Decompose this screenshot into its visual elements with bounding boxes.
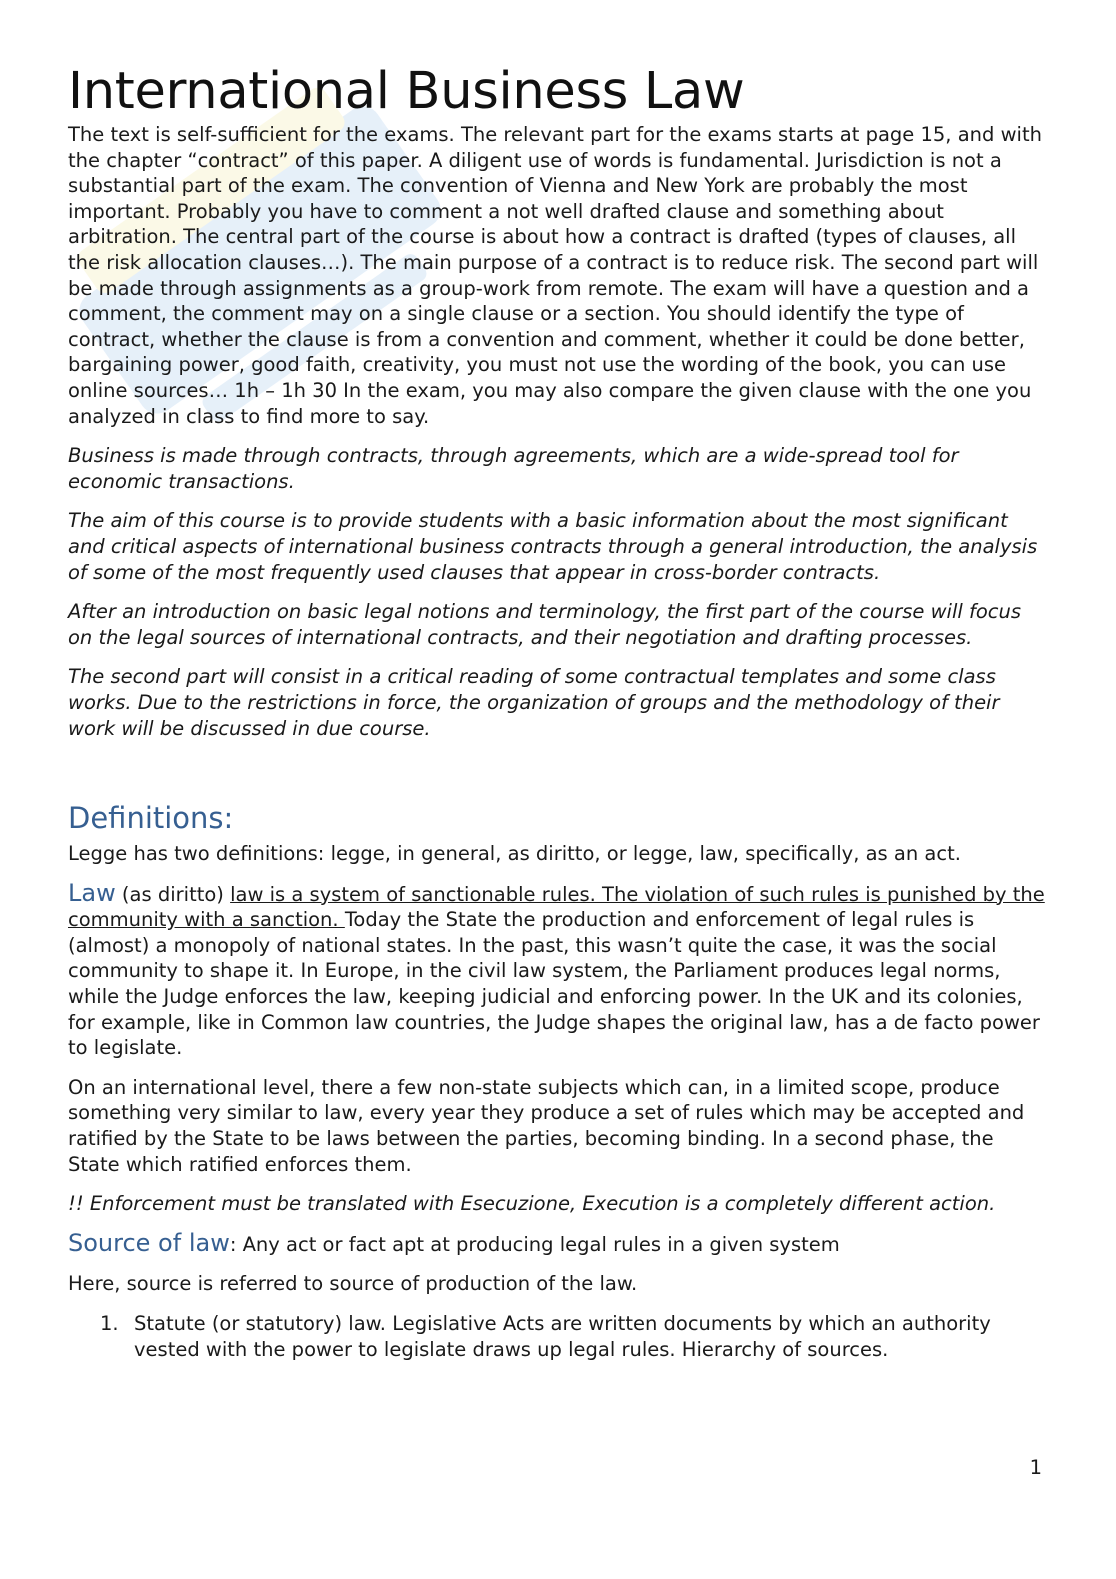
law-definition-underlined: law is a system of sanctionable rules. The violation of such rules is punished by the community with a sanction. <box>68 882 1045 932</box>
intro-paragraph: The text is self-sufficient for the exams. The relevant part for the exams starts at page 15, and with the chapter “contract” of this paper. A diligent use of words is fundamental. Jurisdiction is not a substantial part of the exam. The convention of Vienna and New York are probably the most important. Probably you have to comment a not well drafted clause and something about arbitration. The central part of the course is about how a contract is drafted (types of clauses, all the risk allocation clauses…). The main purpose of a contract is to reduce risk. The second part will be made through assignments as a group-work from remote. The exam will have a question and a comment, the comment may on a single clause or a section. You should identify the type of contract, whether the clause is from a convention and comment, whether it could be done better, bargaining power, good faith, creativity, you must not use the wording of the book, you can use online sources… 1h – 1h 30 In the exam, you may also compare the given clause with the one you analyzed in class to find more to say. <box>68 123 1042 428</box>
italic-paragraph: The aim of this course is to provide students with a basic information about the most significant and critical aspects of international business contracts through a general introduction, the analysis of some of the most frequently used clauses that appear in cross-border contracts. <box>68 509 1038 584</box>
international-paragraph: On an international level, there a few non-state subjects which can, in a limited scope, produce something very similar to law, every year they produce a set of rules which may be accepted and ratified by the State to be laws between the parties, becoming binding. In a second phase, the State which ratified enforces them. <box>68 1075 1025 1176</box>
law-term: Law <box>68 878 116 907</box>
law-paren: (as diritto) <box>115 882 231 906</box>
definitions-heading: Definitions: <box>68 801 234 836</box>
document-title: International Business Law <box>68 62 745 121</box>
list-item-text: Statute (or statutory) law. Legislative Acts are written documents by which an authority vested with the power to legislate draws up legal rules. Hierarchy of sources. <box>134 1311 991 1361</box>
list-item <box>68 1311 1048 1362</box>
italic-paragraph: After an introduction on basic legal notions and terminology, the first part of the course will focus on the legal sources of international contracts, and their negotiation and drafting processes. <box>68 600 1022 649</box>
source-of-law-term: Source of law <box>68 1228 230 1257</box>
source-of-law-definition: : Any act or fact apt at producing legal rules in a given system <box>229 1232 840 1256</box>
source-note: Here, source is referred to source of production of the law. <box>68 1272 638 1296</box>
enforcement-note: !! Enforcement must be translated with Esecuzione, Execution is a completely different action. <box>68 1192 996 1216</box>
list-item-number: 1. <box>100 1311 119 1335</box>
document-page <box>68 64 1048 1362</box>
legge-paragraph: Legge has two definitions: legge, in general, as diritto, or legge, law, specifically, as an act. <box>68 842 961 866</box>
italic-paragraph: Business is made through contracts, through agreements, which are a wide-spread tool for economic transactions. <box>68 444 959 493</box>
source-of-law-paragraph <box>68 1228 1048 1258</box>
sources-list <box>68 1311 1048 1362</box>
page-number: 1 <box>1029 1456 1042 1479</box>
law-paragraph <box>68 878 1048 1061</box>
italic-paragraph: The second part will consist in a critical reading of some contractual templates and some class works. Due to the restrictions in force, the organization of groups and the methodology of their work will be discussed in due course. <box>68 665 1000 740</box>
law-rest: Today the State the production and enforcement of legal rules is (almost) a monopoly of national states. In the past, this wasn’t quite the case, it was the social community to shape it. In Europe, in the civil law system, the Parliament produces legal norms, while the Judge enforces the law, keeping judicial and enforcing power. In the UK and its colonies, for example, like in Common law countries, the Judge shapes the original law, has a de facto power to legislate. <box>68 908 1040 1060</box>
